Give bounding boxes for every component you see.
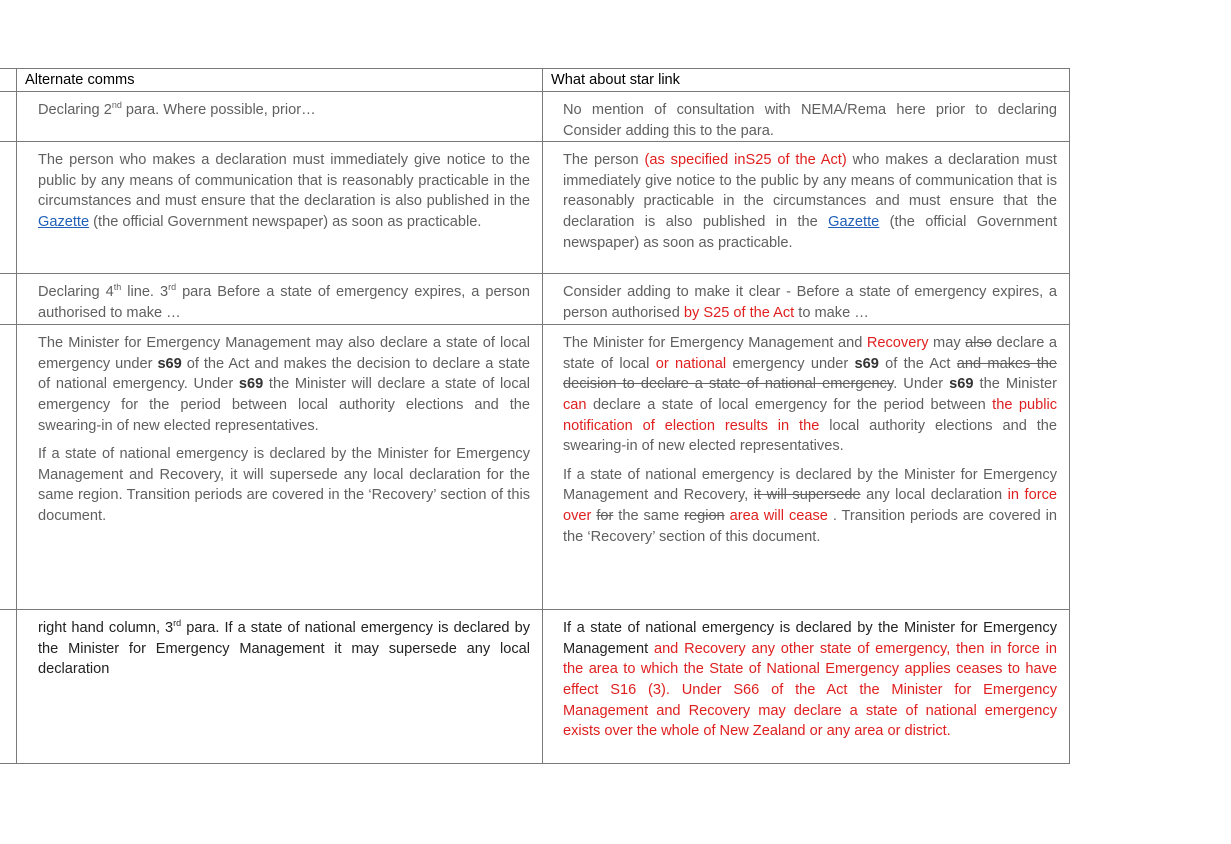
row5-left-cell	[17, 610, 543, 764]
margin-cell	[0, 92, 17, 142]
inserted-text: (as specified inS25 of the Act)	[644, 152, 847, 169]
table-row	[0, 274, 1070, 325]
row1-right-cell	[543, 92, 1070, 142]
row1-left-cell	[17, 92, 543, 142]
row2-left-cell	[17, 142, 543, 274]
row4-left-text	[17, 325, 542, 526]
header-star-link: What about star link	[543, 69, 1070, 92]
deleted-text: for	[596, 507, 614, 524]
table-row	[0, 92, 1070, 142]
row5-right-text: If a state of national emergency is declared by the Minister for Emergency Management and Recovery any other state of emergency, then in force in the area to which the State of National Emergency applies ceases to have effect S16 (3). Under S66 of the Act the Minister for Emergency Management and Recovery may declare a state of national emergency exists over the whole of New Zealand or any area or district.	[563, 620, 1057, 740]
row3-left-cell	[17, 274, 543, 325]
row4-right-text	[543, 325, 1069, 547]
deleted-text: also	[965, 335, 992, 352]
row2-right-cell	[543, 142, 1070, 274]
table-row	[0, 325, 1070, 610]
margin-cell	[0, 274, 17, 325]
margin-cell	[0, 142, 17, 274]
margin-cell	[0, 325, 17, 610]
row3-right-cell	[543, 274, 1070, 325]
inserted-text: by S25 of the Act	[683, 304, 795, 321]
row2-left-text: The person who makes a declaration must immediately give notice to the public by any means of communication that is reasonably practicable in the circumstances and must ensure that the declaration is also published in the Gazette (the official Government newspaper) as soon as practicable.	[38, 152, 530, 230]
row1-left-text: Declaring 2nd para. Where possible, prior…	[38, 100, 316, 118]
table-row	[0, 142, 1070, 274]
row1-right-text: No mention of consultation with NEMA/Rema here prior to declaring Consider adding this to the para.	[563, 102, 1057, 139]
deleted-text: it will supersede	[753, 487, 861, 504]
row4-left-cell	[17, 325, 543, 610]
gazette-link[interactable]: Gazette	[828, 213, 880, 230]
paragraph: If a state of national emergency is declared by the Minister for Emergency Management and Recovery, it will supersede any local declaration for the same region. Transition periods are covered in the ‘Recovery’ section of this document.	[38, 446, 530, 524]
paragraph: The Minister for Emergency Management and Recovery may also declare a state of local or national emergency under s69 of the Act and makes the decision to declare a state of national emergency. Under s69 the Minister can declare a state of local emergency for the period between the public notification of election results in the local authority elections and the swearing-in of new elected representatives.	[563, 335, 1057, 455]
row5-left-text: right hand column, 3rd para. If a state of national emergency is declared by the Minister for Emergency Management it may supersede any local declaration	[38, 618, 530, 678]
margin-cell	[0, 610, 17, 764]
header-alternate-comms: Alternate comms	[17, 69, 543, 92]
deleted-text: and makes the decision to declare a state of national emergency	[563, 355, 1057, 393]
paragraph: The Minister for Emergency Management may also declare a state of local emergency under s69 of the Act and makes the decision to declare a state of national emergency. Under s69 the Minister will declare a state of local emergency for the period between local authority elections and the swearing-in of new elected representatives.	[38, 335, 530, 434]
row2-right-text: The person (as specified inS25 of the Act) who makes a declaration must immediately give notice to the public by any means of communication that is reasonably practicable in the circumstances and must ensure that the declaration is also published in the Gazette (the official Government newspaper) as soon as practicable.	[563, 152, 1057, 251]
deleted-text: region	[684, 507, 725, 524]
row3-left-text: Declaring 4th line. 3rd para Before a state of emergency expires, a person authorised to make …	[38, 282, 530, 321]
gazette-link[interactable]: Gazette	[38, 213, 90, 230]
table-row	[0, 610, 1070, 764]
inserted-text: and Recovery any other state of emergency, then in force in the area to which the State of National Emergency applies ceases to have effect S16 (3). Under S66 of the Act the Minister for Emergency Management and Recovery may declare a state of national emergency exists over the whole of New Zealand or any area or district.	[563, 640, 1057, 740]
margin-cell	[0, 69, 17, 92]
paragraph: If a state of national emergency is declared by the Minister for Emergency Management and Recovery, it will supersede any local declaration in force over for the same region area will cease . Transition periods are covered in the ‘Recovery’ section of this document.	[563, 466, 1058, 545]
comments-table	[0, 68, 1070, 764]
header-row	[0, 69, 1070, 92]
row4-right-cell	[543, 325, 1070, 610]
row5-right-cell	[543, 610, 1070, 764]
row3-right-text: Consider adding to make it clear - Before a state of emergency expires, a person authorised by S25 of the Act to make …	[563, 284, 1057, 321]
